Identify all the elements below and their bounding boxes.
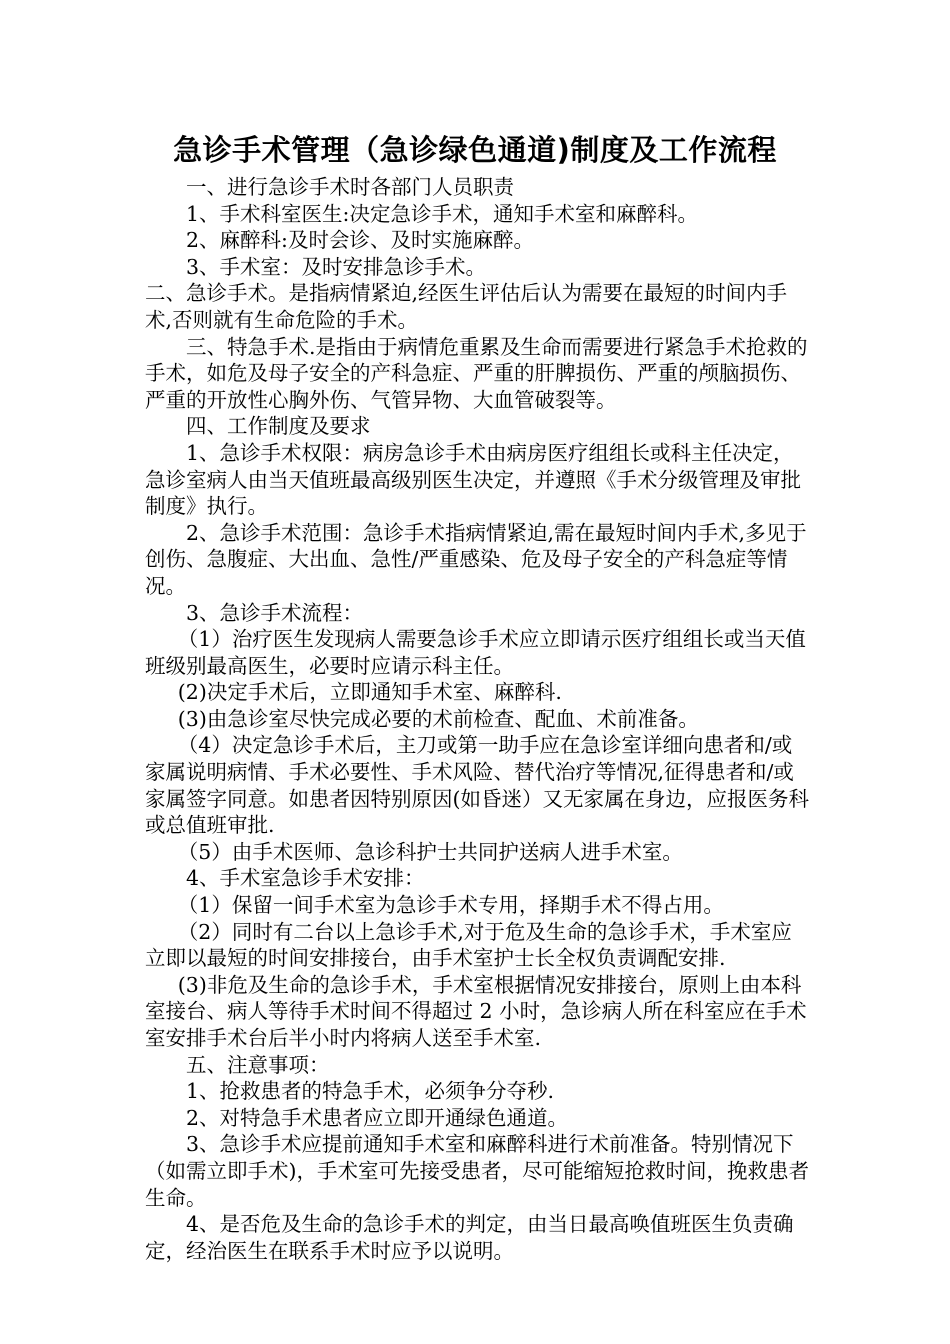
- paragraph: （1）治疗医生发现病人需要急诊手术应立即请示医疗组组长或当天值班级别最高医生，必要时应请示科主任。: [145, 627, 806, 678]
- paragraph: 4、手术室急诊手术安排：: [186, 866, 425, 891]
- paragraph: 2、对特急手术患者应立即开通绿色通道。: [186, 1105, 569, 1130]
- paragraph: （4）决定急诊手术后，主刀或第一助手应在急诊室详细向患者和/或家属说明病情、手术必要性、手术风险、替代治疗等情况,征得患者和/或家属签字同意。如患者因特别原因(如昏迷）又无家属在身边，应报医务科或总值班审批.: [145, 733, 809, 838]
- paragraph: 3、手术室：及时安排急诊手术。: [186, 254, 487, 279]
- section-heading-2: 二、急诊手术。是指病情紧迫,经医生评估后认为需要在最短的时间内手术,否则就有生命危险的手术。: [145, 281, 788, 332]
- paragraph: (3)由急诊室尽快完成必要的术前检查、配血、术前准备。: [177, 706, 699, 731]
- section-heading-4: 四、工作制度及要求: [186, 414, 371, 439]
- paragraph: 3、急诊手术应提前通知手术室和麻醉科进行术前准备。特别情况下（如需立即手术)，手术室可先接受患者，尽可能缩短抢救时间，挽救患者生命。: [145, 1132, 809, 1210]
- paragraph: （1）保留一间手术室为急诊手术专用，择期手术不得占用。: [177, 893, 724, 918]
- section-heading-3: 三、特急手术.是指由于病情危重累及生命而需要进行紧急手术抢救的手术，如危及母子安全的产科急症、严重的肝脾损伤、严重的颅脑损伤、严重的开放性心胸外伤、气管异物、大血管破裂等。: [145, 334, 808, 412]
- paragraph: 3、急诊手术流程：: [186, 600, 364, 625]
- section-heading-1: 一、进行急诊手术时各部门人员职责: [186, 175, 514, 199]
- paragraph: (2)决定手术后，立即通知手术室、麻醉科.: [177, 680, 562, 705]
- paragraph: 2、急诊手术范围：急诊手术指病情紧迫,需在最短时间内手术,多见于创伤、急腹症、大出血、急性/严重感染、危及母子安全的产科急症等情况。: [145, 520, 807, 598]
- paragraph: 1、抢救患者的特急手术，必须争分夺秒.: [186, 1079, 555, 1104]
- document-title: 急诊手术管理（急诊绿色通道)制度及工作流程: [173, 133, 777, 167]
- paragraph: 4、是否危及生命的急诊手术的判定，由当日最高唤值班医生负责确定，经治医生在联系手术时应予以说明。: [145, 1212, 794, 1263]
- paragraph: 1、急诊手术权限：病房急诊手术由病房医疗组组长或科主任决定，急诊室病人由当天值班最高级别医生决定，并遵照《手术分级管理及审批制度》执行。: [145, 440, 801, 519]
- paragraph: （5）由手术医师、急诊科护士共同护送病人进手术室。: [177, 839, 683, 864]
- section-heading-5: 五、注意事项：: [186, 1052, 330, 1077]
- paragraph: 1、手术科室医生:决定急诊手术，通知手术室和麻醉科。: [186, 201, 698, 226]
- paragraph: （2）同时有二台以上急诊手术,对于危及生命的急诊手术，手术室应立即以最短的时间安排接台，由手术室护士长全权负责调配安排.: [145, 919, 792, 971]
- document-body: [145, 174, 810, 1264]
- paragraph: 2、麻醉科:及时会诊、及时实施麻醉。: [186, 228, 534, 253]
- paragraph: (3)非危及生命的急诊手术，手术室根据情况安排接台，原则上由本科室接台、病人等待手术时间不得超过 2 小时，急诊病人所在科室应在手术室安排手术台后半小时内将病人送至手术室.: [145, 972, 807, 1050]
